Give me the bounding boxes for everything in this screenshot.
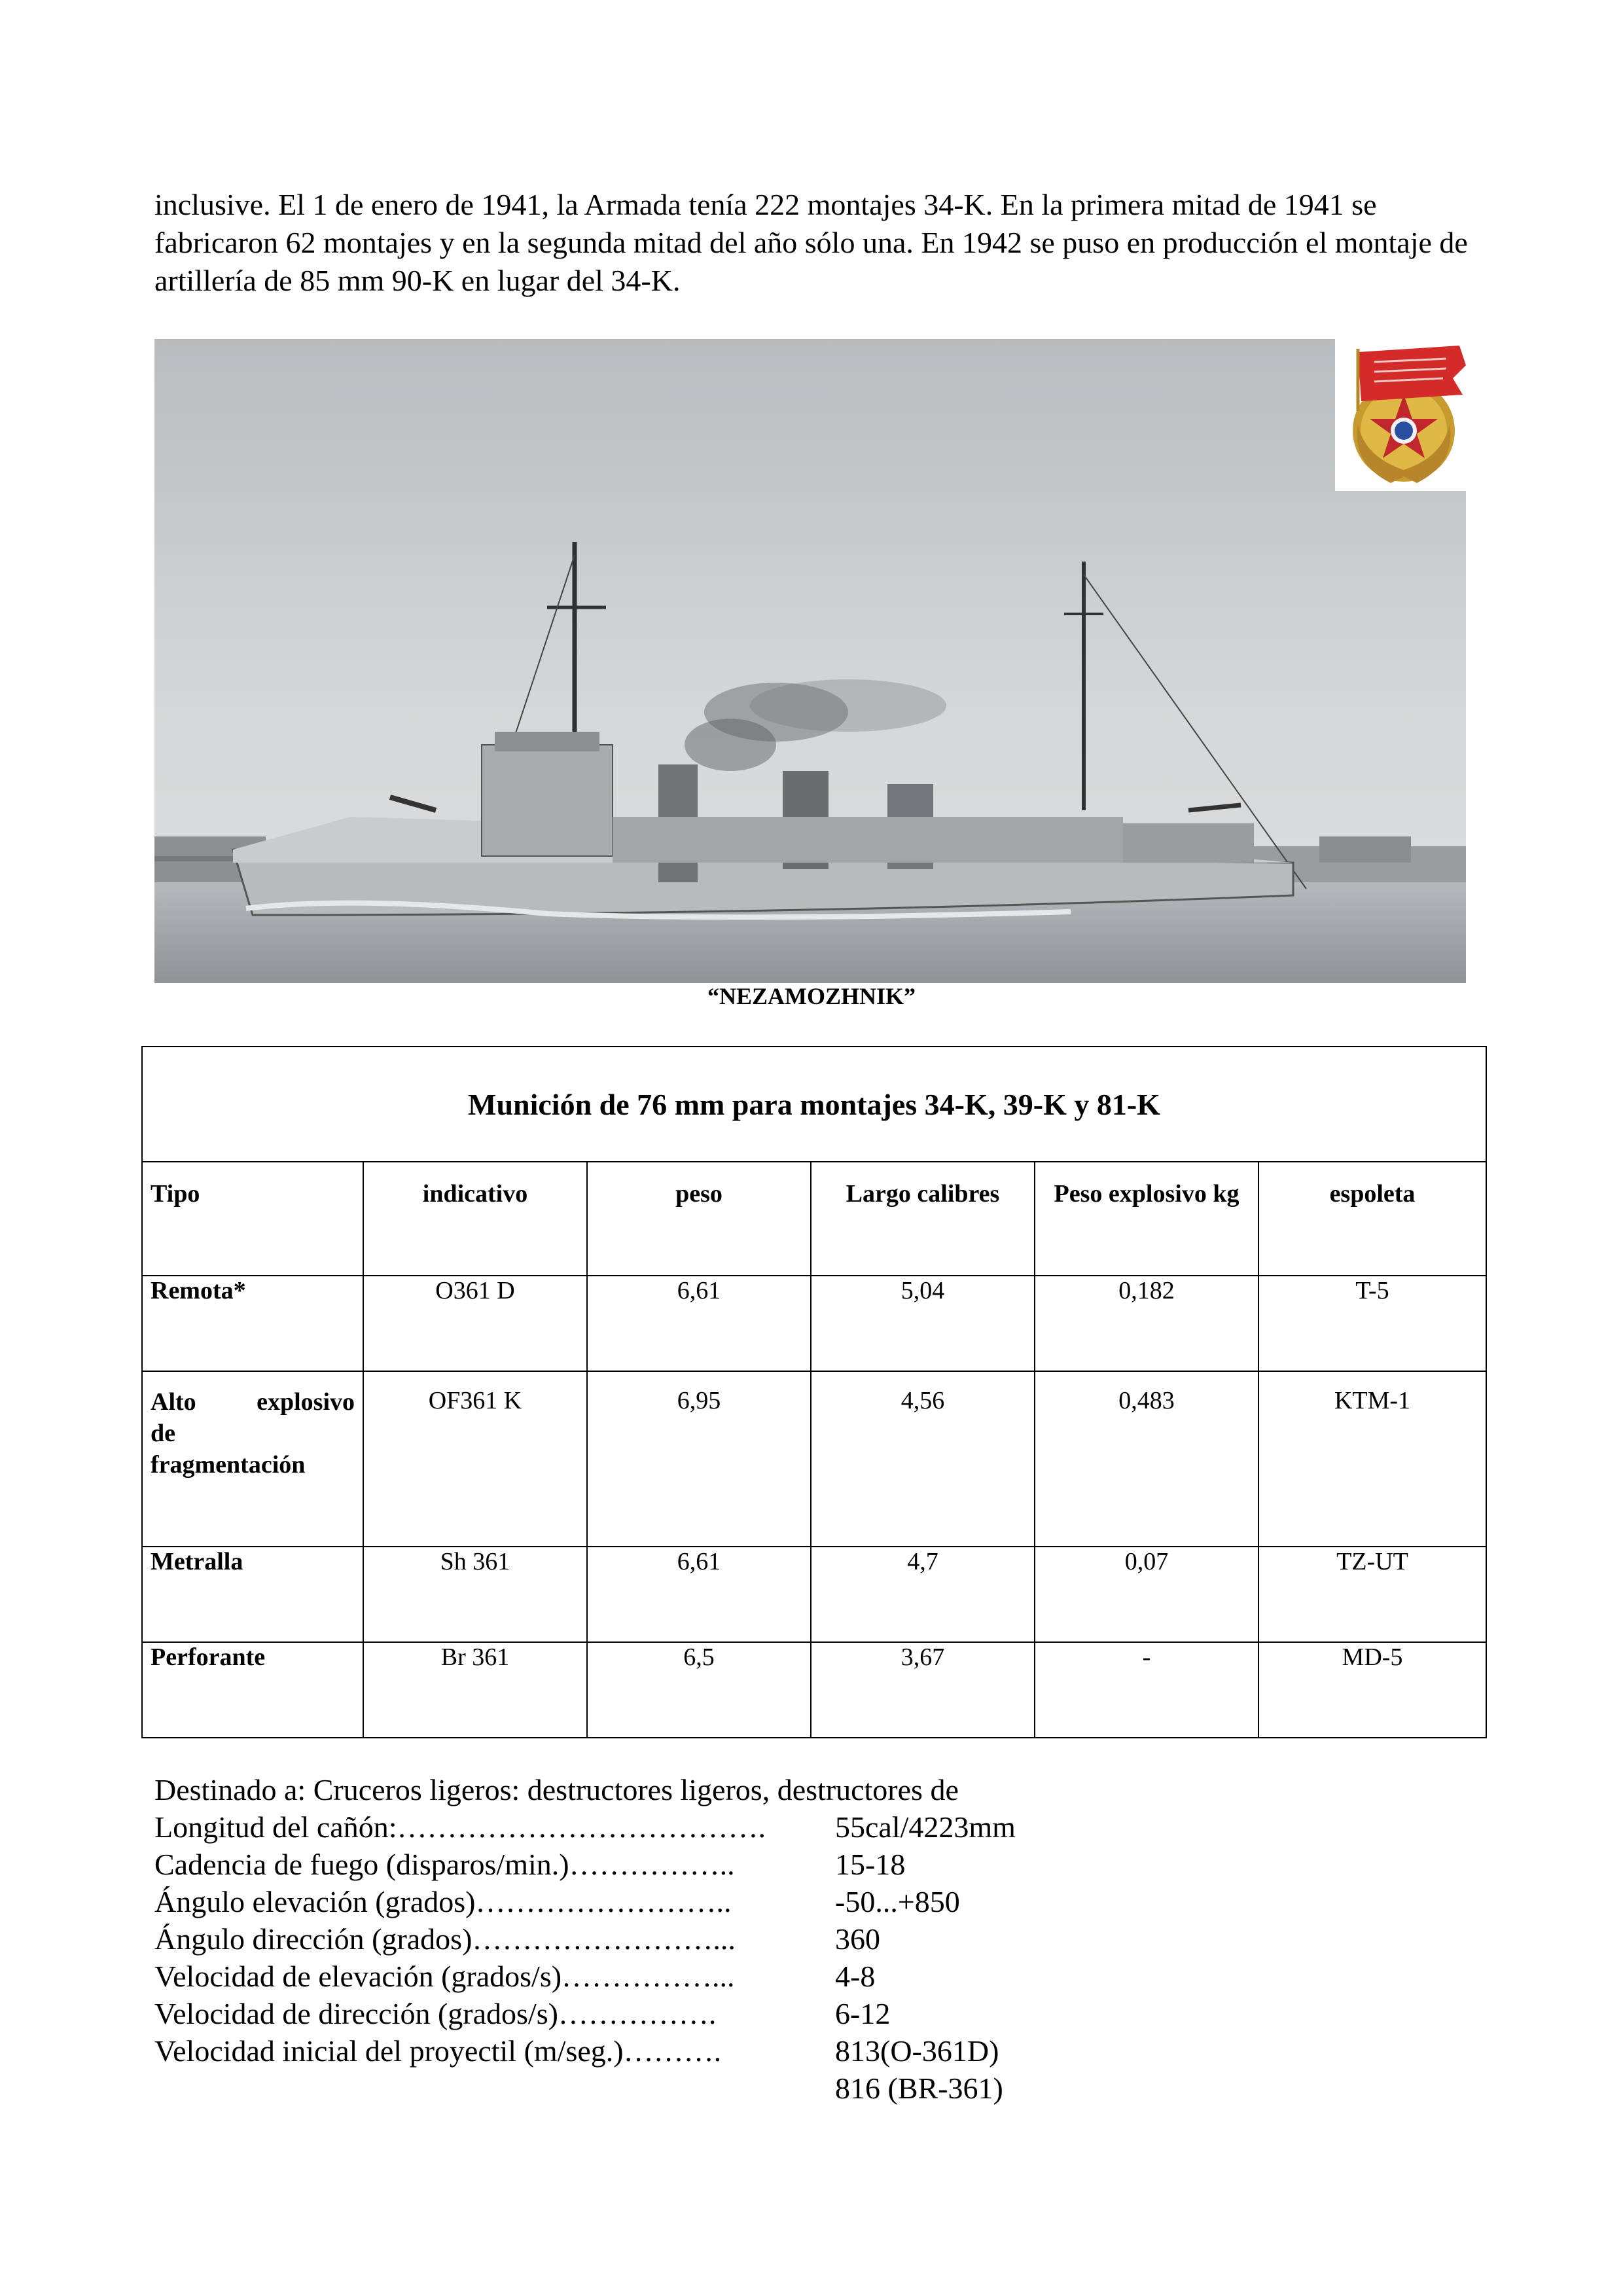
spec-label: Velocidad de elevación (grados/s)……………...	[154, 1960, 735, 1993]
cell-largo: 4,7	[811, 1547, 1035, 1642]
header-espoleta: espoleta	[1258, 1162, 1486, 1276]
cell-espoleta: MD-5	[1258, 1642, 1486, 1738]
cell-largo: 3,67	[811, 1642, 1035, 1738]
cell-explosivo: 0,483	[1035, 1371, 1258, 1547]
cell-explosivo: 0,182	[1035, 1276, 1258, 1371]
spec-line	[154, 1808, 1332, 1846]
spec-line	[154, 2032, 1332, 2070]
spec-line	[154, 1920, 1332, 1958]
spec-value: 6-12	[835, 1997, 891, 2030]
cell-peso: 6,61	[587, 1276, 811, 1371]
photo-caption: “NEZAMOZHNIK”	[707, 983, 916, 1009]
specifications	[154, 1771, 1332, 2107]
cell-indicativo: O361 D	[363, 1276, 587, 1371]
intro-paragraph: inclusive. El 1 de enero de 1941, la Armada tenía 222 montajes 34-K. En la primera mitad de 1941 se fabricaron 62 montajes y en la segunda mitad del año sólo una. En 1942 se puso en producción el montaje de artillería de 85 mm 90-K en lugar del 34-K.	[154, 188, 1468, 297]
spec-value: 15-18	[835, 1848, 906, 1881]
cell-peso: 6,61	[587, 1547, 811, 1642]
cell-tipo-word: de	[151, 1420, 175, 1447]
destroyer-illustration	[154, 339, 1466, 983]
table-row	[142, 1276, 1486, 1371]
spec-label: Ángulo elevación (grados)……………………..	[154, 1885, 732, 1918]
spec-value: 816 (BR-361)	[835, 2072, 1003, 2105]
cell-largo: 5,04	[811, 1276, 1035, 1371]
header-tipo: Tipo	[142, 1162, 363, 1276]
cell-tipo-word: fragmentación	[151, 1451, 306, 1479]
spec-line	[154, 1958, 1332, 1995]
spec-line	[154, 1995, 1332, 2032]
spec-value: 4-8	[835, 1960, 876, 1993]
header-largo: Largo calibres	[811, 1162, 1035, 1276]
cell-espoleta: KTM-1	[1258, 1371, 1486, 1547]
spec-line	[154, 1846, 1332, 1883]
table-row	[142, 1642, 1486, 1738]
cell-explosivo: 0,07	[1035, 1547, 1258, 1642]
table-row	[142, 1547, 1486, 1642]
spec-label: Velocidad de dirección (grados/s)…………….	[154, 1997, 717, 2030]
spec-value: 813(O-361D)	[835, 2034, 999, 2068]
spec-label: Longitud del cañón:……………………………….	[154, 1810, 766, 1844]
cell-tipo	[142, 1371, 363, 1547]
spec-label: Cadencia de fuego (disparos/min.)……………..	[154, 1848, 735, 1881]
cell-espoleta: TZ-UT	[1258, 1547, 1486, 1642]
spec-label: Velocidad inicial del proyectil (m/seg.)……….	[154, 2034, 722, 2068]
table-header-row	[142, 1162, 1486, 1276]
cell-indicativo: OF361 K	[363, 1371, 587, 1547]
header-explosivo: Peso explosivo kg	[1035, 1162, 1258, 1276]
cell-explosivo: -	[1035, 1642, 1258, 1738]
cell-peso: 6,5	[587, 1642, 811, 1738]
spec-label: Ángulo dirección (grados)……………………...	[154, 1922, 736, 1956]
spec-line	[154, 2070, 1332, 2107]
spec-line	[154, 1883, 1332, 1920]
header-indicativo: indicativo	[363, 1162, 587, 1276]
header-peso: peso	[587, 1162, 811, 1276]
spec-value: 360	[835, 1922, 880, 1956]
cell-tipo: Perforante	[142, 1642, 363, 1738]
table-title: Munición de 76 mm para montajes 34-K, 39-K y 81-K	[142, 1047, 1486, 1162]
spec-value: 55cal/4223mm	[835, 1810, 1016, 1844]
cell-tipo: Metralla	[142, 1547, 363, 1642]
destinado-line	[154, 1771, 1332, 1808]
cell-espoleta: T-5	[1258, 1276, 1486, 1371]
cell-tipo-word: Alto	[151, 1388, 196, 1416]
cell-indicativo: Sh 361	[363, 1547, 587, 1642]
table-row	[142, 1371, 1486, 1547]
cell-largo: 4,56	[811, 1371, 1035, 1547]
cell-tipo-word: explosivo	[257, 1388, 355, 1416]
cell-peso: 6,95	[587, 1371, 811, 1547]
ship-photo	[154, 339, 1466, 983]
cell-tipo: Remota*	[142, 1276, 363, 1371]
destinado-text: Destinado a: Cruceros ligeros: destructores ligeros, destructores de	[154, 1773, 959, 1806]
spec-value: -50...+850	[835, 1885, 960, 1918]
cell-indicativo: Br 361	[363, 1642, 587, 1738]
red-banner-medal-icon	[1335, 339, 1472, 491]
ammunition-table	[141, 1046, 1487, 1738]
